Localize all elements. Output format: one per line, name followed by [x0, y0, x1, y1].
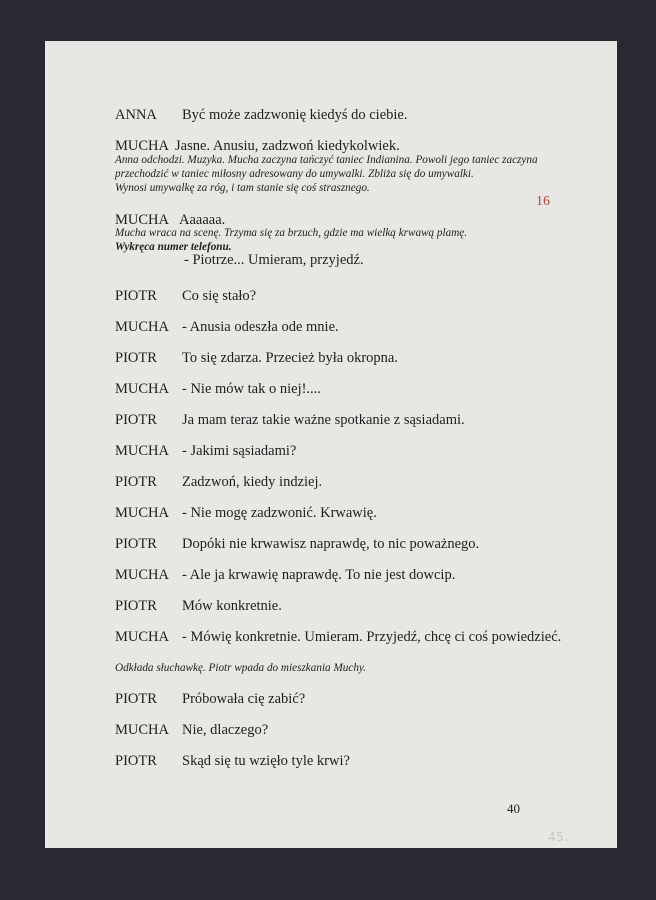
speaker-name: MUCHA [115, 567, 169, 583]
speaker-name: MUCHA [115, 138, 169, 154]
speech-text: Dopóki nie krwawisz naprawdę, to nic poważnego. [182, 536, 480, 552]
speaker-name: MUCHA [115, 319, 169, 335]
speech-text: Jasne. Anusiu, zadzwoń kiedykolwiek. [175, 138, 400, 154]
stage-direction: Odkłada słuchawkę. Piotr wpada do mieszkania Muchy. [115, 662, 367, 674]
speaker-name: MUCHA [115, 443, 169, 459]
stage-direction: przechodzić w taniec miłosny adresowany do umywalki. Zbliża się do umywalki. [115, 168, 474, 180]
page-number: 40 [507, 801, 520, 816]
speech-text: - Mówię konkretnie. Umieram. Przyjedź, chcę ci coś powiedzieć. [182, 629, 562, 645]
speech-text: - Nie mów tak o niej!.... [182, 381, 321, 397]
speaker-name: MUCHA [115, 212, 169, 228]
speech-text: - Jakimi sąsiadami? [182, 443, 297, 459]
speaker-name: PIOTR [115, 474, 157, 490]
margin-marker: 16 [536, 194, 550, 209]
speaker-name: PIOTR [115, 412, 157, 428]
stage-direction: Mucha wraca na scenę. Trzyma się za brzuch, gdzie ma wielką krwawą plamę. [115, 227, 468, 239]
speaker-name: ANNA [115, 107, 157, 123]
stage-direction-bold: Wykręca numer telefonu. [115, 241, 232, 253]
speaker-name: PIOTR [115, 350, 157, 366]
speaker-name: PIOTR [115, 598, 157, 614]
speech-text: Aaaaaa. [179, 212, 226, 228]
handwritten-archive-number: 45. [548, 830, 569, 844]
stage-direction: Wynosi umywalkę za róg, i tam stanie się coś strasznego. [115, 182, 370, 194]
speaker-name: MUCHA [115, 629, 169, 645]
stage-direction: Anna odchodzi. Muzyka. Mucha zaczyna tańczyć taniec Indianina. Powoli jego taniec zaczyna [115, 154, 538, 166]
speech-text: - Nie mogę zadzwonić. Krwawię. [182, 505, 377, 521]
speech-text: Co się stało? [182, 288, 257, 304]
speech-text: Skąd się tu wzięło tyle krwi? [182, 753, 350, 769]
speech-text: Być może zadzwonię kiedyś do ciebie. [182, 107, 408, 123]
speech-text: Mów konkretnie. [182, 598, 282, 614]
speech-text: Nie, dlaczego? [182, 722, 269, 738]
speaker-name: MUCHA [115, 722, 169, 738]
speech-text: - Piotrze... Umieram, przyjedź. [184, 252, 364, 268]
script-page [45, 41, 617, 848]
speech-text: Zadzwoń, kiedy indziej. [182, 474, 323, 490]
speaker-name: MUCHA [115, 505, 169, 521]
speaker-name: PIOTR [115, 288, 157, 304]
speaker-name: PIOTR [115, 691, 157, 707]
speech-text: Ja mam teraz takie ważne spotkanie z sąsiadami. [182, 412, 465, 428]
speech-text: - Ale ja krwawię naprawdę. To nie jest dowcip. [182, 567, 456, 583]
speaker-name: MUCHA [115, 381, 169, 397]
speaker-name: PIOTR [115, 536, 157, 552]
speech-text: To się zdarza. Przecież była okropna. [182, 350, 398, 366]
speaker-name: PIOTR [115, 753, 157, 769]
speech-text: Próbowała cię zabić? [182, 691, 306, 707]
speech-text: - Anusia odeszła ode mnie. [182, 319, 339, 335]
